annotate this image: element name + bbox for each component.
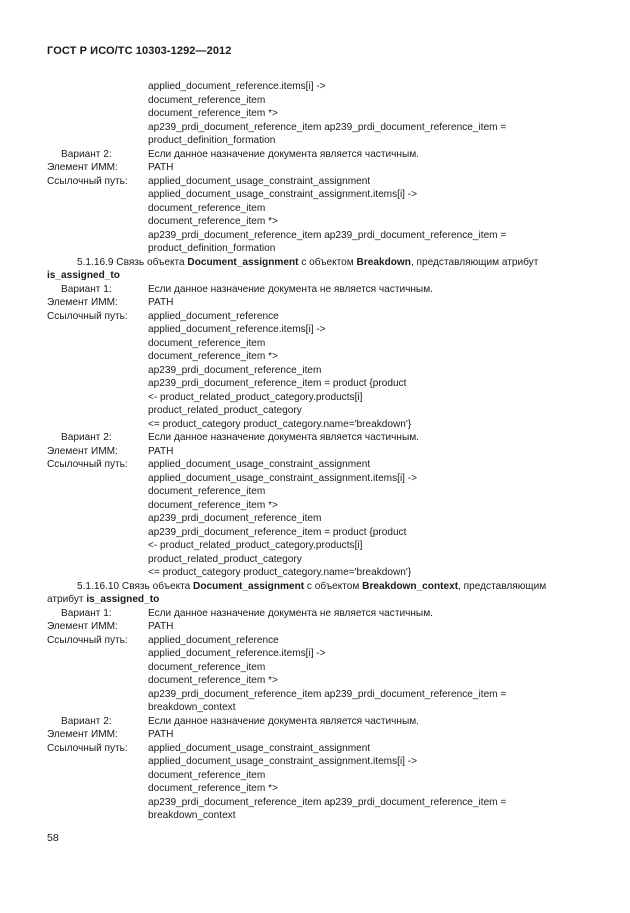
path-line: applied_document_usage_constraint_assignment.items[i] -> [148,472,418,484]
document-header: ГОСТ Р ИСО/ТС 10303-1292—2012 [47,45,232,57]
path-continuation [47,80,592,148]
path-line: document_reference_item [148,661,266,673]
variant-row [47,148,592,162]
variant-row [47,283,592,297]
imm-label: Элемент ИММ: [47,162,118,173]
path-line: ap239_prdi_document_reference_item [148,364,322,376]
path-line: applied_document_usage_constraint_assignment [148,459,371,470]
imm-row [47,728,592,742]
path-line: document_reference_item [148,202,266,214]
path-line: product_related_product_category [148,553,302,565]
path-line: applied_document_reference.items[i] -> [148,648,326,659]
imm-value: PATH [148,162,174,173]
path-line: document_reference_item *> [148,216,278,227]
path-line: <- product_related_product_category.products[i] [148,540,363,551]
imm-value: PATH [148,297,174,308]
path-line: ap239_prdi_document_reference_item = product {product [148,526,407,538]
imm-row [47,296,592,310]
path-line: ap239_prdi_document_reference_item ap239_prdi_document_reference_item = [148,688,507,700]
path-line: product_related_product_category [148,405,302,416]
attribute-name: is_assigned_to [86,594,160,605]
path-line: applied_document_usage_constraint_assignment.items[i] -> [148,756,418,767]
variant-text: Если данное назначение документа не является частичным. [148,607,433,619]
variant-label: Вариант 2: [61,432,112,443]
heading-suffix: , представляющим [458,580,547,592]
variant-label: Вариант 2: [61,148,112,160]
heading-target: Breakdown_context [362,580,459,592]
heading-suffix: , представляющим атрибут [410,256,539,268]
variant-row [47,715,592,729]
path-line: document_reference_item *> [148,351,278,362]
heading-attribute [47,269,592,283]
path-line: document_reference_item [148,769,266,781]
path-label: Ссылочный путь: [47,175,128,187]
imm-row [47,445,592,459]
variant-label: Вариант 1: [61,283,112,295]
variant-text: Если данное назначение документа является частичным. [148,148,419,160]
heading-attribute [47,593,592,607]
path-lines [148,310,592,432]
path-line: ap239_prdi_document_reference_item = product {product [148,378,407,389]
path-lines [148,458,592,580]
variant-label: Вариант 1: [61,607,112,619]
path-line: applied_document_reference [148,634,279,646]
heading-prefix: 5.1.16.9 Связь объекта [77,256,188,268]
path-label: Ссылочный путь: [47,459,128,470]
path-line: ap239_prdi_document_reference_item ap239_prdi_document_reference_item = [148,229,507,241]
variant-row [47,431,592,445]
path-row [47,742,592,823]
path-line: product_definition_formation [148,243,276,254]
path-lines [148,634,592,715]
path-lines [148,742,592,823]
imm-label: Элемент ИММ: [47,729,118,740]
path-line: <= product_category product_category.name='breakdown'} [148,567,412,578]
path-row [47,458,592,580]
document-body [47,80,592,823]
path-line: ap239_prdi_document_reference_item [148,513,322,524]
attribute-name: is_assigned_to [47,270,120,281]
path-line: applied_document_reference [148,310,279,322]
path-line: document_reference_item *> [148,499,278,511]
imm-label: Элемент ИММ: [47,621,118,632]
path-line: ap239_prdi_document_reference_item ap239_prdi_document_reference_item = [148,796,507,808]
path-line: document_reference_item *> [148,675,278,686]
variant-text: Если данное назначение документа является частичным. [148,432,419,443]
path-line: <= product_category product_category.name='breakdown'} [148,418,412,430]
attribute-prefix: атрибут [47,594,87,605]
path-line: applied_document_reference.items[i] -> [148,81,326,92]
heading-mid: с объектом [304,580,363,592]
variant-text: Если данное назначение документа не является частичным. [148,283,433,295]
path-row [47,175,592,256]
imm-row [47,161,592,175]
path-label: Ссылочный путь: [47,634,128,646]
path-lines [148,175,592,256]
path-line: breakdown_context [148,702,236,713]
variant-label: Вариант 2: [61,715,112,727]
heading-mid: с объектом [298,256,357,268]
path-row [47,634,592,715]
heading-prefix: 5.1.16.10 Связь объекта [77,580,194,592]
imm-label: Элемент ИММ: [47,445,118,457]
path-line: document_reference_item [148,94,266,106]
path-line: applied_document_usage_constraint_assignment [148,175,371,187]
variant-text: Если данное назначение документа является частичным. [148,715,419,727]
path-line: document_reference_item *> [148,783,278,794]
path-line: applied_document_usage_constraint_assignment [148,742,371,754]
imm-row [47,620,592,634]
heading-target: Breakdown [356,256,411,268]
heading-entity: Document_assignment [187,256,299,268]
section-heading-5-1-16-9 [47,256,592,270]
imm-value: PATH [148,729,174,740]
path-line: applied_document_reference.items[i] -> [148,324,326,335]
imm-value: PATH [148,621,174,632]
path-line: document_reference_item *> [148,108,278,119]
path-line: document_reference_item [148,486,266,497]
section-heading-5-1-16-10 [47,580,592,594]
imm-value: PATH [148,445,174,457]
path-line: breakdown_context [148,810,236,821]
page-number: 58 [47,832,59,844]
path-line: <- product_related_product_category.products[i] [148,391,363,403]
path-row [47,310,592,432]
heading-entity: Document_assignment [193,580,305,592]
path-line: product_definition_formation [148,135,276,146]
path-line: document_reference_item [148,337,266,349]
path-label: Ссылочный путь: [47,310,128,322]
path-line: ap239_prdi_document_reference_item ap239_prdi_document_reference_item = [148,121,507,133]
variant-row [47,607,592,621]
path-label: Ссылочный путь: [47,742,128,754]
imm-label: Элемент ИММ: [47,297,118,308]
path-line: applied_document_usage_constraint_assignment.items[i] -> [148,189,418,200]
